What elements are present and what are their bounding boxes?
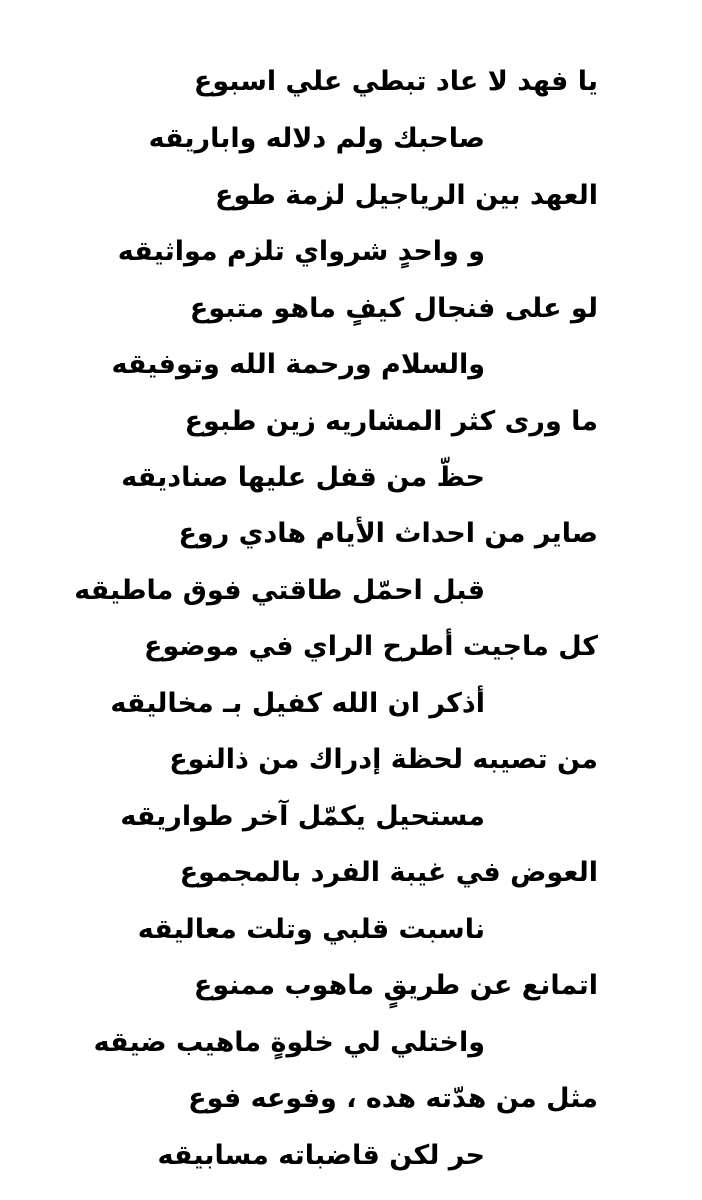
poem-line: أذكر ان الله كفيل بـ مخاليقه [110, 688, 485, 719]
poem-line: العهد بين الرياجيل لزمة طوع [215, 180, 598, 211]
poem-line: يا فهد لا عاد تبطي علي اسبوع [193, 66, 598, 97]
poem-line: ما ورى كثر المشاريه زين طبوع [184, 406, 598, 437]
poem-line: ناسبت قلبي وتلت معاليقه [137, 914, 485, 945]
poem-line: حظّ من قفل عليها صناديقه [121, 462, 485, 493]
poem-line: مثل من هدّته هده ، وفوعه فوع [188, 1083, 598, 1114]
poem-line: اتمانع عن طريقٍ ماهوب ممنوع [193, 970, 598, 1001]
poem-line: العوض في غيبة الفرد بالمجموع [179, 857, 598, 888]
poem-line: صاحبك ولم دلاله واباريقه [148, 123, 485, 154]
poem-line: مستحيل يكمّل آخر طواريقه [120, 801, 485, 832]
poem-line: واختلي لي خلوةٍ ماهيب ضيقه [93, 1027, 485, 1058]
poem-line: حر لكن قاضباته مسابيقه [157, 1140, 485, 1171]
poem-line: كل ماجيت أطرح الراي في موضوع [144, 631, 598, 662]
poem-line: قبل احمّل طاقتي فوق ماطيقه [74, 575, 485, 606]
poem-line: صاير من احداث الأيام هادي روع [178, 518, 598, 549]
poem-line: لو على فنجال كيفٍ ماهو متبوع [189, 293, 598, 324]
poem-line: والسلام ورحمة الله وتوفيقه [111, 349, 485, 380]
poem-line: و واحدٍ شرواي تلزم مواثيقه [117, 236, 485, 267]
poem-line: من تصيبه لحظة إدراك من ذالنوع [169, 744, 598, 775]
